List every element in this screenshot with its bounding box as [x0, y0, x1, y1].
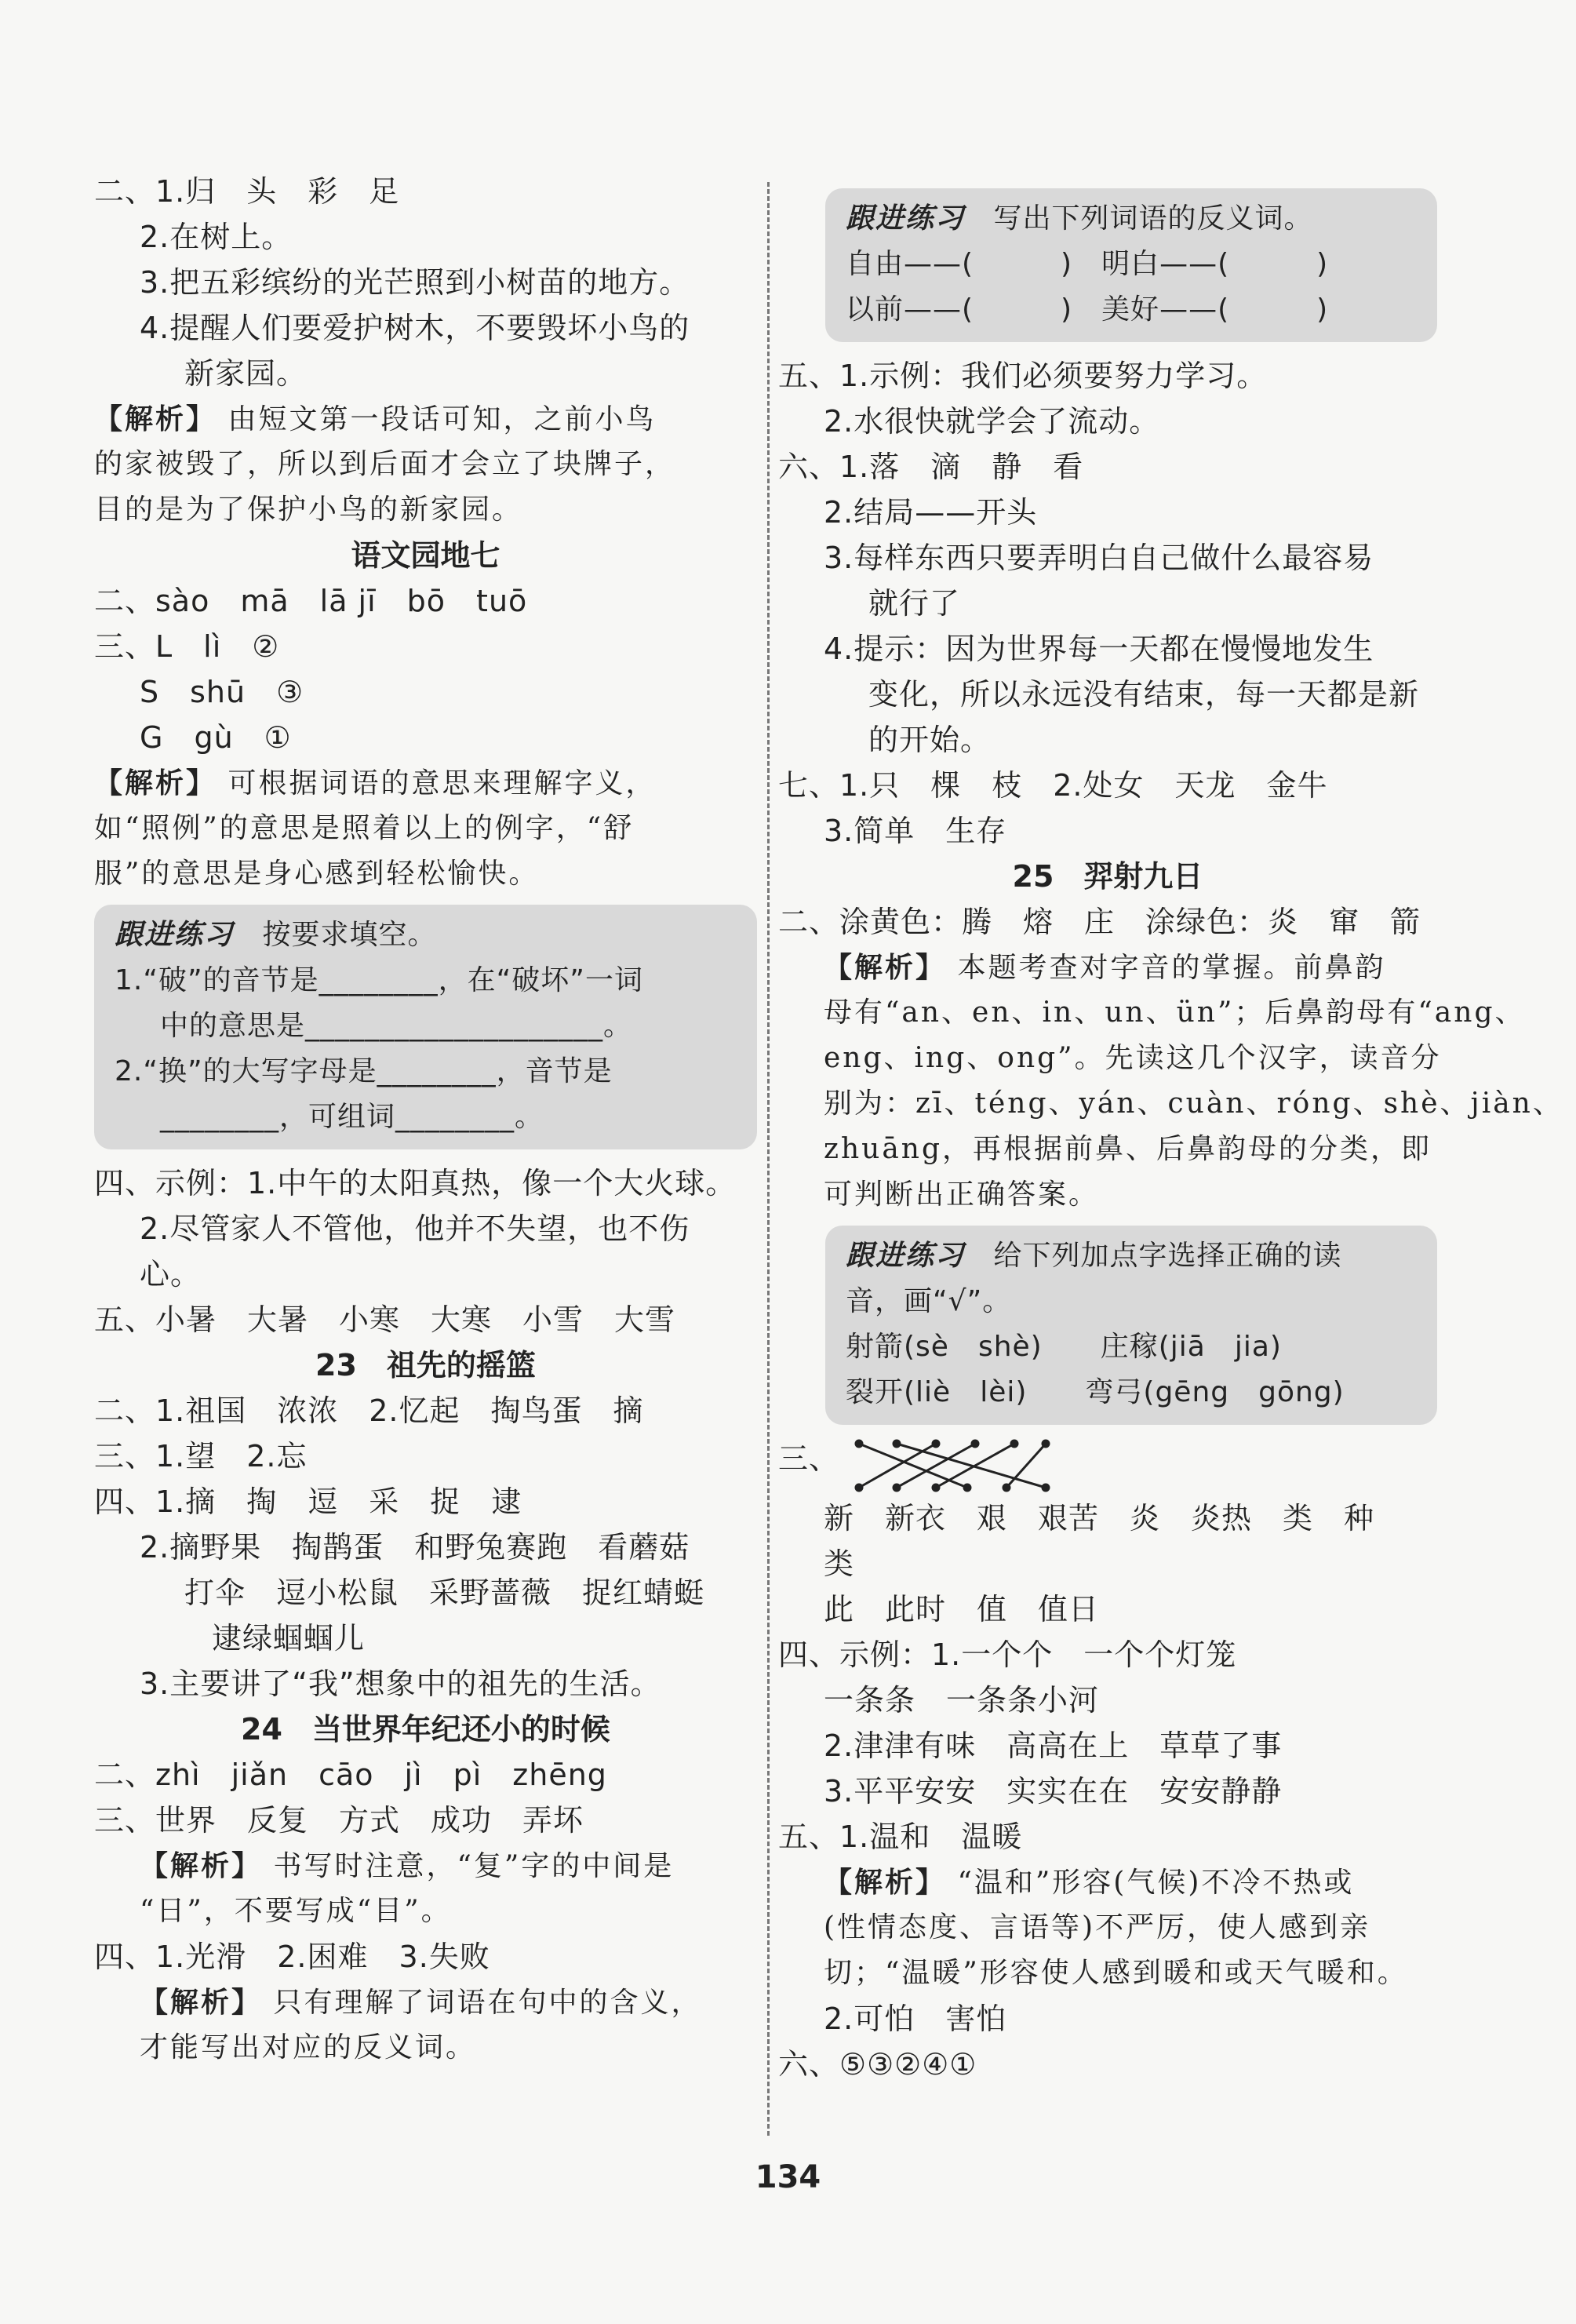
practice-line: 2.“换”的大写字母是________，音节是 — [115, 1055, 613, 1087]
analysis-note — [94, 1980, 757, 2025]
answer-line: 就行了 — [868, 586, 961, 621]
analysis-tag: 【解析】 — [94, 767, 217, 800]
analysis-text: “日”，不要写成“目”。 — [140, 1895, 452, 1927]
answer-line: 五、1.温和 温暖 — [778, 1819, 1023, 1854]
answer-line: 2.在树上。 — [140, 220, 293, 254]
practice-line: ________，可组词________。 — [160, 1101, 544, 1133]
analysis-text: 由短文第一段话可知，之前小鸟 — [227, 403, 657, 435]
column-divider — [767, 182, 770, 2136]
practice-line: 1.“破”的音节是________，在“破坏”一词 — [115, 964, 643, 996]
analysis-note — [94, 1843, 757, 1889]
practice-box — [825, 188, 1437, 342]
answer-line: 2.可怕 害怕 — [824, 2002, 1007, 2036]
practice-box — [94, 905, 757, 1149]
practice-question: 按要求填空。 — [262, 919, 437, 951]
analysis-tag: 【解析】 — [824, 1866, 947, 1899]
answer-line: 新 新衣 艰 艰苦 炎 炎热 类 种 — [824, 1501, 1375, 1535]
analysis-text: (性情态度、言语等)不严厉，使人感到亲 — [824, 1911, 1371, 1943]
practice-line: 音，画“√”。 — [846, 1285, 1012, 1317]
answer-line: 3.每样东西只要弄明白自己做什么最容易 — [824, 541, 1374, 575]
answer-line: 六、⑤③②④① — [778, 2047, 977, 2082]
analysis-text: 可根据词语的意思来理解字义， — [227, 767, 657, 800]
practice-question: 给下列加点字选择正确的读 — [993, 1240, 1342, 1272]
answer-line: 2.摘野果 掏鹊蛋 和野兔赛跑 看蘑菇 — [140, 1530, 690, 1565]
practice-heading — [115, 912, 737, 958]
analysis-text: 可判断出正确答案。 — [824, 1178, 1100, 1211]
answer-line: 二、涂黄色：腾 熔 庄 涂绿色：炎 窜 箭 — [778, 905, 1421, 939]
answer-line: 三、1.望 2.忘 — [94, 1439, 308, 1473]
analysis-text: 本题考查对字音的掌握。前鼻韵 — [957, 952, 1386, 984]
answer-line: 四、示例：1.中午的太阳真热，像一个大火球。 — [94, 1166, 737, 1200]
answer-line: 二、1.归 头 彩 足 — [94, 174, 400, 209]
analysis-text: 如“照例”的意思是照着以上的例字，“舒 — [94, 812, 635, 844]
answer-line: 二、1.祖国 浓浓 2.忆起 掏鸟蛋 摘 — [94, 1393, 644, 1428]
practice-line: 自由——( ) 明白——( ) — [846, 248, 1329, 280]
practice-heading — [846, 1233, 1417, 1279]
answer-line: 七、1.只 棵 枝 2.处女 天龙 金牛 — [778, 768, 1328, 803]
section-title: 23 祖先的摇篮 — [315, 1348, 536, 1382]
answer-line: 四、1.摘 掏 逗 采 捉 逮 — [94, 1484, 522, 1519]
analysis-note — [94, 396, 757, 442]
analysis-note — [94, 760, 757, 806]
practice-box — [825, 1226, 1437, 1425]
analysis-text: 目的是为了保护小鸟的新家园。 — [94, 494, 523, 526]
answer-line: 的开始。 — [868, 723, 992, 757]
answer-line: 五、小暑 大暑 小寒 大寒 小雪 大雪 — [94, 1302, 676, 1337]
analysis-text: 服”的意思是身心感到轻松愉快。 — [94, 858, 540, 890]
analysis-text: 才能写出对应的反义词。 — [140, 2031, 477, 2064]
practice-line: 射箭(sè shè) 庄稼(jiā jia) — [846, 1331, 1282, 1363]
answer-line: 三、L lì ② — [94, 629, 280, 664]
answer-line: 3.把五彩缤纷的光芒照到小树苗的地方。 — [140, 265, 690, 300]
section-title: 25 羿射九日 — [1012, 859, 1203, 894]
left-column — [94, 169, 757, 2071]
answer-line: 打伞 逗小松鼠 采野蔷薇 捉红蜻蜓 — [184, 1575, 705, 1610]
right-column — [778, 188, 1563, 2087]
analysis-text: “温和”形容(气候)不冷不热或 — [957, 1867, 1355, 1899]
answer-line: 心。 — [140, 1257, 202, 1291]
analysis-text: 的家被毁了，所以到后面才会立了块牌子， — [94, 448, 676, 480]
answer-line: 四、示例：1.一个个 一个个灯笼 — [778, 1637, 1237, 1672]
analysis-text: eng、ing、ong”。先读这几个汉字，读音分 — [824, 1042, 1442, 1074]
practice-line: 以前——( ) 美好——( ) — [846, 293, 1329, 326]
analysis-text: 只有理解了词语在句中的含义， — [273, 1987, 702, 2019]
practice-line: 中的意思是____________________。 — [160, 1010, 633, 1042]
answer-line: 变化，所以永远没有结束，每一天都是新 — [868, 677, 1420, 712]
answer-line: 五、1.示例：我们必须要努力学习。 — [778, 359, 1268, 393]
answer-line: 二、zhì jiǎn cāo jì pì zhēng — [94, 1758, 607, 1792]
analysis-text: 书写时注意，“复”字的中间是 — [273, 1850, 675, 1882]
analysis-text: 切；“温暖”形容使人感到暖和或天气暖和。 — [824, 1957, 1408, 1989]
analysis-tag: 【解析】 — [140, 1849, 263, 1882]
analysis-text: zhuāng，再根据前鼻、后鼻韵母的分类，即 — [824, 1133, 1432, 1165]
answer-line: 2.水很快就学会了流动。 — [824, 404, 1160, 439]
practice-label: 跟进练习 — [846, 202, 966, 235]
practice-label: 跟进练习 — [846, 1240, 966, 1272]
answer-line: G gù ① — [140, 720, 292, 755]
analysis-note — [778, 1860, 1437, 1905]
analysis-tag: 【解析】 — [140, 1986, 263, 2019]
analysis-text: 别为：zī、téng、yán、cuàn、róng、shè、jiàn、 — [824, 1087, 1563, 1120]
answer-line: 一条条 一条条小河 — [824, 1683, 1100, 1718]
section-title: 24 当世界年纪还小的时候 — [241, 1712, 610, 1747]
answer-line: 3.简单 生存 — [824, 814, 1007, 848]
section-title: 语文园地七 — [351, 538, 500, 573]
answer-line: 2.尽管家人不管他，他并不失望，也不伤 — [140, 1211, 690, 1246]
answer-line: 4.提醒人们要爱护树木，不要毁坏小鸟的 — [140, 311, 690, 345]
analysis-tag: 【解析】 — [94, 403, 217, 435]
practice-label: 跟进练习 — [115, 919, 235, 951]
matching-row — [778, 1436, 1437, 1495]
answer-line: 二、sào mā lā jī bō tuō — [94, 584, 528, 618]
answer-line: S shū ③ — [140, 675, 304, 709]
practice-heading — [846, 196, 1417, 242]
answer-line: 3.主要讲了“我”想象中的祖先的生活。 — [140, 1667, 661, 1701]
answer-line: 此 此时 值 值日 — [824, 1592, 1100, 1626]
answer-line: 2.结局——开头 — [824, 495, 1038, 530]
analysis-note — [778, 945, 1437, 990]
answer-line: 2.津津有味 高高在上 草草了事 — [824, 1728, 1283, 1763]
answer-line: 类 — [824, 1546, 855, 1581]
analysis-text: 母有“an、en、in、un、ün”；后鼻韵母有“ang、 — [824, 996, 1526, 1029]
practice-question: 写出下列词语的反义词。 — [993, 202, 1313, 235]
answer-line: 3.平平安安 实实在在 安安静静 — [824, 1774, 1283, 1809]
practice-line: 裂开(liè lèi) 弯弓(gēng gōng) — [846, 1376, 1345, 1408]
answer-line: 新家园。 — [184, 356, 308, 391]
answer-line: 逮绿蝈蝈儿 — [212, 1621, 366, 1656]
page-number: 134 — [755, 2159, 821, 2195]
answer-line: 4.提示：因为世界每一天都在慢慢地发生 — [824, 632, 1374, 666]
answer-prefix: 三、 — [778, 1441, 840, 1476]
answer-line: 六、1.落 滴 静 看 — [778, 450, 1084, 484]
matching-lines-diagram — [850, 1436, 1069, 1495]
answer-line: 四、1.光滑 2.困难 3.失败 — [94, 1940, 490, 1974]
answer-line: 三、世界 反复 方式 成功 弄坏 — [94, 1803, 584, 1838]
analysis-tag: 【解析】 — [824, 951, 947, 984]
